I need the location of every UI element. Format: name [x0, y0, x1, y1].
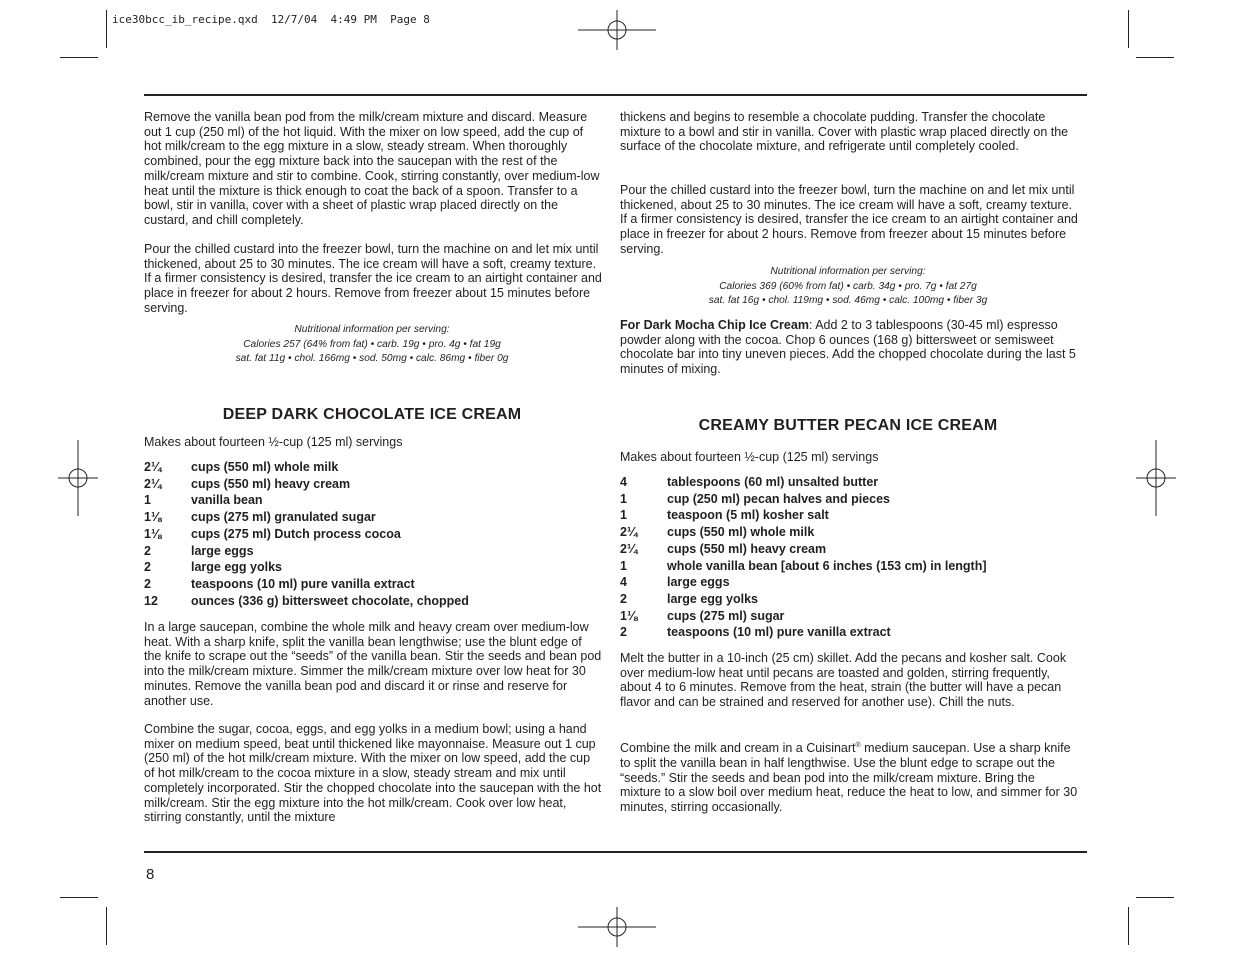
- nutrition-line-2: sat. fat 11g • chol. 166mg • sod. 50mg • calc. 86mg • fiber 0g: [235, 353, 509, 364]
- ingredient-row: [144, 543, 602, 560]
- recipe-yield-chocolate: Makes about fourteen ½-cup (125 ml) servings: [144, 435, 403, 449]
- ingredient-quantity: 2¼: [144, 460, 162, 474]
- ingredient-row: [144, 492, 602, 509]
- recipe-step-2-chocolate: Combine the sugar, cocoa, eggs, and egg yolks in a medium bowl; using a hand mixer on medium speed, beat until thickened like mayonnaise. Measure out 1 cup (250 ml) of the hot milk/cream mixture. With the mixer on low speed, add the cup of hot milk/cream to the cocoa mixture in a slow, steady stream and mix until completely incorporated. Stir the chopped chocolate into the saucepan with the hot milk/cream. Stir the egg mixture into the hot milk/cream. Cook over low heat, stirring constantly, until the mixture: [144, 722, 602, 825]
- recipe-title-chocolate: DEEP DARK CHOCOLATE ICE CREAM: [222, 406, 522, 423]
- right-intro-paragraph-2: Pour the chilled custard into the freezer bowl, turn the machine on and let mix until thickened, about 25 to 30 minutes. The ice cream will have a soft, creamy texture. If a firmer consistency is desired, transfer the ice cream to an airtight container and place in freezer for about 2 hours. Remove from freezer about 15 minutes before serving.: [620, 183, 1078, 256]
- ingredient-item: tablespoons (60 ml) unsalted butter: [667, 475, 879, 489]
- ingredient-item: teaspoon (5 ml) kosher salt: [667, 508, 829, 523]
- ingredient-item: teaspoons (10 ml) pure vanilla extract: [191, 576, 415, 591]
- left-nutrition: [144, 323, 600, 367]
- top-rule: [144, 94, 1087, 96]
- crop-mark: [1128, 10, 1129, 48]
- ingredient-row: [620, 524, 1080, 541]
- ingredient-item: cups (550 ml) heavy cream: [191, 476, 351, 491]
- ingredient-item: cups (550 ml) whole milk: [191, 460, 339, 474]
- crop-mark: [60, 57, 98, 58]
- ingredient-list-butter-pecan: [620, 474, 1080, 641]
- ingredient-item: large eggs: [667, 575, 730, 590]
- ingredient-row: [144, 459, 602, 476]
- recipe-title-butter-pecan: CREAMY BUTTER PECAN ICE CREAM: [698, 417, 998, 434]
- bottom-rule: [144, 851, 1087, 853]
- ingredient-item: large eggs: [191, 543, 254, 558]
- ingredient-quantity: 1: [144, 493, 151, 508]
- ingredient-item: cup (250 ml) pecan halves and pieces: [667, 491, 891, 506]
- ingredient-quantity: 4: [620, 575, 627, 590]
- slug-line: ice30bcc_ib_recipe.qxd 12/7/04 4:49 PM Page 8: [112, 13, 430, 26]
- ingredient-item: cups (275 ml) Dutch process cocoa: [191, 526, 401, 541]
- ingredient-quantity: 2: [620, 625, 627, 640]
- crop-mark: [106, 907, 107, 945]
- crop-mark: [1128, 907, 1129, 945]
- ingredient-row: [144, 509, 602, 526]
- left-intro-paragraph-2: Pour the chilled custard into the freezer bowl, turn the machine on and let mix until thickened, about 25 to 30 minutes. The ice cream will have a soft, creamy texture. If a firmer consistency is desired, transfer the ice cream to an airtight container and place in freezer for about 2 hours. Remove from freezer about 15 minutes before serving.: [144, 242, 602, 315]
- ingredient-item: cups (275 ml) granulated sugar: [191, 510, 376, 525]
- ingredient-quantity: 1⅛: [620, 608, 638, 623]
- right-nutrition: [620, 265, 1076, 309]
- registration-mark-left: [58, 440, 98, 516]
- ingredient-list-chocolate: [144, 459, 602, 609]
- nutrition-heading: Nutritional information per serving:: [294, 324, 450, 335]
- crop-mark: [60, 897, 98, 898]
- variation-label: For Dark Mocha Chip Ice Cream: [620, 318, 809, 332]
- ingredient-quantity: 1: [620, 558, 627, 573]
- ingredient-row: [144, 559, 602, 576]
- ingredient-quantity: 12: [144, 593, 158, 608]
- ingredient-row: [620, 507, 1080, 524]
- ingredient-item: vanilla bean: [191, 493, 263, 508]
- registration-mark-right: [1136, 440, 1176, 516]
- ingredient-row: [144, 476, 602, 493]
- recipe-step-1-butter-pecan: Melt the butter in a 10-inch (25 cm) skillet. Add the pecans and kosher salt. Cook over medium-low heat until pecans are toasted and golden, stirring frequently, about 4 to 6 minutes. Remove from the heat, strain (the butter will have a pecan flavor and can be strained and reserved for another use). Chill the nuts.: [620, 651, 1067, 710]
- ingredient-item: whole vanilla bean [about 6 inches (153 cm) in length]: [667, 558, 987, 573]
- ingredient-item: large egg yolks: [667, 591, 759, 606]
- ingredient-row: [620, 474, 1080, 491]
- ingredient-quantity: 2: [144, 576, 151, 591]
- variation-mocha-chip: [620, 318, 1078, 377]
- ingredient-quantity: 2¼: [144, 476, 162, 491]
- ingredient-quantity: 2: [144, 543, 151, 558]
- ingredient-item: large egg yolks: [191, 560, 283, 575]
- crop-mark: [106, 10, 107, 48]
- nutrition-line-2: sat. fat 16g • chol. 119mg • sod. 46mg • calc. 100mg • fiber 3g: [708, 295, 988, 306]
- ingredient-row: [620, 574, 1080, 591]
- ingredient-item: cups (275 ml) sugar: [667, 608, 785, 623]
- crop-mark: [1136, 57, 1174, 58]
- crop-mark: [1136, 897, 1174, 898]
- ingredient-item: cups (550 ml) heavy cream: [667, 541, 827, 556]
- ingredient-quantity: 1: [620, 508, 627, 523]
- page-number: 8: [146, 866, 155, 883]
- ingredient-quantity: 2: [144, 560, 151, 575]
- nutrition-heading: Nutritional information per serving:: [770, 266, 926, 277]
- ingredient-quantity: 4: [620, 475, 627, 489]
- ingredient-quantity: 2¼: [620, 541, 638, 556]
- ingredient-quantity: 1⅛: [144, 526, 162, 541]
- ingredient-row: [144, 593, 602, 610]
- ingredient-quantity: 2: [620, 591, 627, 606]
- recipe-step-1-chocolate: In a large saucepan, combine the whole milk and heavy cream over medium-low heat. With a sharp knife, split the vanilla bean lengthwise; use the blunt edge of the knife to scrape out the “seeds” of the vanilla bean. Stir the seeds and bean pod into the milk/cream mixture. Simmer the milk/cream mixture over low heat for 30 minutes. Remove the vanilla bean pod and discard it or rinse and reserve for another use.: [144, 620, 602, 708]
- ingredient-row: [620, 591, 1080, 608]
- right-intro-paragraph-1: thickens and begins to resemble a chocolate pudding. Transfer the chocolate mixture to a bowl and stir in vanilla. Cover with plastic wrap placed directly on the surface of the chocolate mixture, and refrigerate until completely cooled.: [620, 110, 1069, 154]
- ingredient-quantity: 2¼: [620, 525, 638, 540]
- ingredient-row: [620, 558, 1080, 575]
- recipe-yield-butter-pecan: Makes about fourteen ½-cup (125 ml) servings: [620, 450, 879, 464]
- recipe-step-2-butter-pecan: Combine the milk and cream in a Cuisinart® medium saucepan. Use a sharp knife to split the vanilla bean in half lengthwise. Use the blunt edge to scrape out the “seeds.” Stir the seeds and bean pod into the milk/cream mixture. Bring the mixture to a slow boil over medium heat, reduce the heat to low, and simmer for 30 minutes, stirring occasionally.: [620, 741, 1078, 814]
- ingredient-quantity: 1⅛: [144, 510, 162, 525]
- nutrition-line-1: Calories 257 (64% from fat) • carb. 19g • pro. 4g • fat 19g: [243, 338, 501, 350]
- ingredient-row: [144, 576, 602, 593]
- nutrition-line-1: Calories 369 (60% from fat) • carb. 34g • pro. 7g • fat 27g: [719, 280, 977, 292]
- variation-text: : Add 2 to 3 tablespoons (30-45 ml) espresso powder along with the cocoa. Chop 6 ounces (168 g) bittersweet or semisweet chocolate bar into tiny uneven pieces. Add the chopped chocolate during the last 5 minutes of mixing.: [620, 318, 1076, 377]
- left-intro-paragraph-1: Remove the vanilla bean pod from the milk/cream mixture and discard. Measure out 1 cup (250 ml) of the hot liquid. With the mixer on low speed, add the cup of hot milk/cream to the egg mixture in a slow, steady stream. When thoroughly combined, pour the egg mixture back into the saucepan with the rest of the milk/cream mixture and stir to combine. Cook, stirring constantly, over medium-low heat until the mixture is thick enough to coat the back of a spoon. Transfer to a bowl, stir in vanilla, cover with a sheet of plastic wrap placed directly on the custard, and chill completely.: [144, 110, 600, 227]
- registered-mark: ®: [855, 742, 861, 749]
- ingredient-row: [144, 526, 602, 543]
- registration-mark-bottom: [578, 907, 656, 947]
- ingredient-item: cups (550 ml) whole milk: [667, 525, 815, 540]
- registration-mark-top: [578, 10, 656, 50]
- ingredient-row: [620, 624, 1080, 641]
- ingredient-row: [620, 608, 1080, 625]
- ingredient-quantity: 1: [620, 491, 627, 506]
- ingredient-row: [620, 491, 1080, 508]
- ingredient-item: teaspoons (10 ml) pure vanilla extract: [667, 625, 891, 640]
- ingredient-item: ounces (336 g) bittersweet chocolate, chopped: [191, 593, 469, 608]
- ingredient-row: [620, 541, 1080, 558]
